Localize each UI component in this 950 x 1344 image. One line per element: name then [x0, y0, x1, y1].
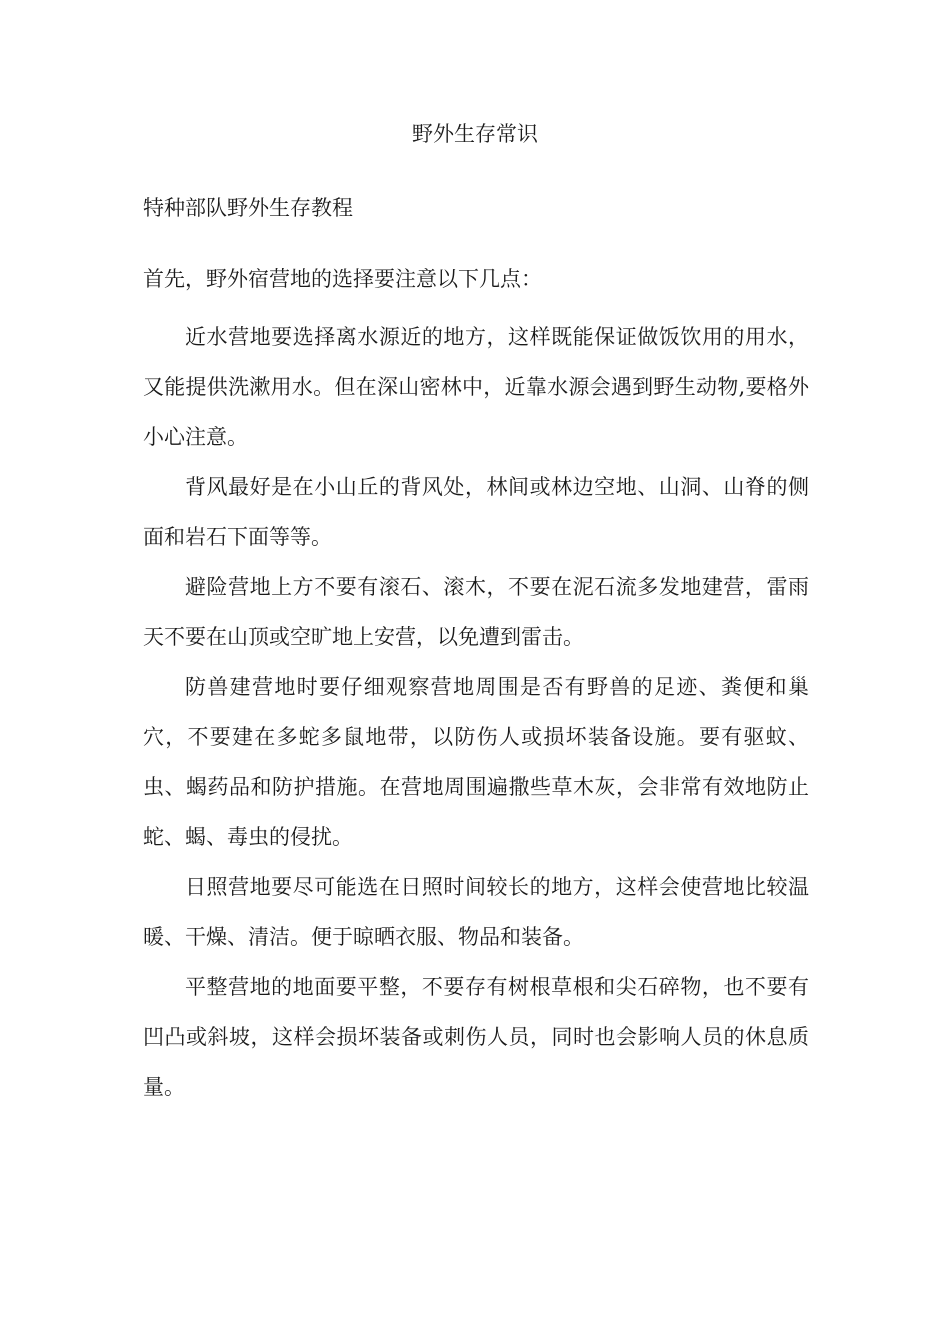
paragraph-animal-protection: 防兽建营地时要仔细观察营地周围是否有野兽的足迹、粪便和巢穴，不要建在多蛇多鼠地带，以防伤人或损坏装备设施。要有驱蚊、虫、蝎药品和防护措施。在营地周围遍撒些草木灰，会非常有效地防止蛇、蝎、毒虫的侵扰。 — [143, 675, 809, 849]
paragraph-sunlight: 日照营地要尽可能选在日照时间较长的地方，这样会使营地比较温暖、干燥、清洁。便于晾晒衣服、物品和装备。 — [143, 875, 809, 949]
intro-line: 首先，野外宿营地的选择要注意以下几点： — [143, 267, 542, 291]
paragraph-level-ground: 平整营地的地面要平整，不要存有树根草根和尖石碎物，也不要有凹凸或斜坡，这样会损坏装备或刺伤人员，同时也会影响人员的休息质量。 — [143, 975, 809, 1099]
paragraph-windbreak: 背风最好是在小山丘的背风处，林间或林边空地、山洞、山脊的侧面和岩石下面等等。 — [143, 475, 809, 549]
paragraph-water-source: 近水营地要选择离水源近的地方，这样既能保证做饭饮用的用水，又能提供洗漱用水。但在深山密林中，近靠水源会遇到野生动物,要格外小心注意。 — [143, 325, 809, 449]
page-title: 野外生存常识 — [412, 122, 538, 146]
paragraph-hazard-avoidance: 避险营地上方不要有滚石、滚木，不要在泥石流多发地建营，雷雨天不要在山顶或空旷地上安营，以免遭到雷击。 — [143, 575, 809, 649]
body-text — [143, 312, 809, 1112]
document-subtitle: 特种部队野外生存教程 — [143, 196, 353, 220]
